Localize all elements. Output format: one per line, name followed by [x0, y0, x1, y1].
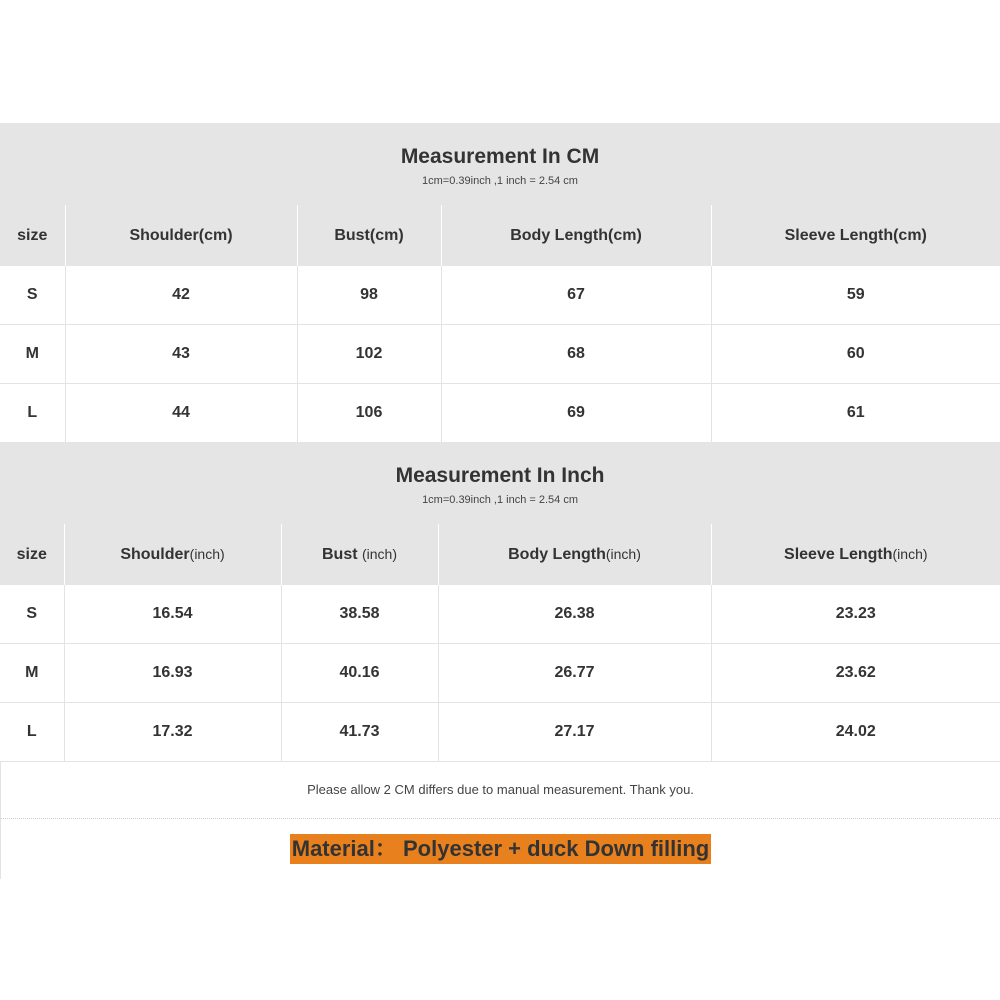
bust-cell: 41.73	[281, 703, 438, 762]
material-section	[0, 819, 1000, 879]
inch-measurement-table	[0, 442, 1000, 761]
size-cell: M	[0, 644, 64, 703]
table-row	[0, 325, 1000, 384]
cm-table-title: Measurement In CM	[400, 145, 600, 168]
cm-column-headers	[0, 205, 1000, 266]
bust-cell: 38.58	[281, 585, 438, 644]
body-length-cell: 67	[441, 266, 711, 325]
table-row	[0, 266, 1000, 325]
size-cell: S	[0, 266, 65, 325]
column-header-shoulder: Shoulder(inch)	[64, 524, 281, 585]
table-row	[0, 644, 1000, 703]
sleeve-length-cell: 24.02	[711, 703, 1000, 762]
sleeve-length-cell: 60	[711, 325, 1000, 384]
column-header-body-length: Body Length(inch)	[438, 524, 711, 585]
shoulder-cell: 43	[65, 325, 297, 384]
column-header-sleeve-length: Sleeve Length(cm)	[711, 205, 1000, 266]
shoulder-cell: 16.93	[64, 644, 281, 703]
inch-column-headers	[0, 524, 1000, 585]
column-header-bust: Bust(cm)	[297, 205, 441, 266]
shoulder-cell: 44	[65, 384, 297, 443]
bust-cell: 102	[297, 325, 441, 384]
bust-cell: 106	[297, 384, 441, 443]
body-length-cell: 27.17	[438, 703, 711, 762]
table-row	[0, 384, 1000, 443]
sleeve-length-cell: 23.23	[711, 585, 1000, 644]
material-label: Material： Polyester + duck Down filling	[290, 834, 712, 864]
sleeve-length-cell: 23.62	[711, 644, 1000, 703]
sleeve-length-cell: 59	[711, 266, 1000, 325]
table-row	[0, 585, 1000, 644]
bust-cell: 98	[297, 266, 441, 325]
cm-section-header	[0, 123, 1000, 205]
shoulder-cell: 16.54	[64, 585, 281, 644]
shoulder-cell: 17.32	[64, 703, 281, 762]
size-cell: S	[0, 585, 64, 644]
size-chart	[0, 123, 1000, 879]
cm-measurement-table	[0, 123, 1000, 442]
body-length-cell: 68	[441, 325, 711, 384]
measurement-note: Please allow 2 CM differs due to manual measurement. Thank you.	[0, 761, 1000, 819]
column-header-sleeve-length: Sleeve Length(inch)	[711, 524, 1000, 585]
inch-table-title: Measurement In Inch	[395, 464, 605, 487]
column-header-body-length: Body Length(cm)	[441, 205, 711, 266]
sleeve-length-cell: 61	[711, 384, 1000, 443]
table-row	[0, 703, 1000, 762]
size-cell: L	[27, 404, 38, 421]
body-length-cell: 69	[441, 384, 711, 443]
column-header-shoulder: Shoulder(cm)	[65, 205, 297, 266]
inch-section-header	[0, 442, 1000, 524]
cm-table-subtitle: 1cm=0.39inch ,1 inch = 2.54 cm	[422, 175, 578, 187]
bust-cell: 40.16	[281, 644, 438, 703]
size-cell: M	[0, 325, 65, 384]
inch-table-subtitle: 1cm=0.39inch ,1 inch = 2.54 cm	[422, 494, 578, 506]
shoulder-cell: 42	[65, 266, 297, 325]
body-length-cell: 26.77	[438, 644, 711, 703]
body-length-cell: 26.38	[438, 585, 711, 644]
column-header-bust: Bust (inch)	[281, 524, 438, 585]
size-cell: L	[26, 723, 37, 740]
column-header-size: size	[0, 524, 64, 585]
column-header-size: size	[0, 205, 65, 266]
